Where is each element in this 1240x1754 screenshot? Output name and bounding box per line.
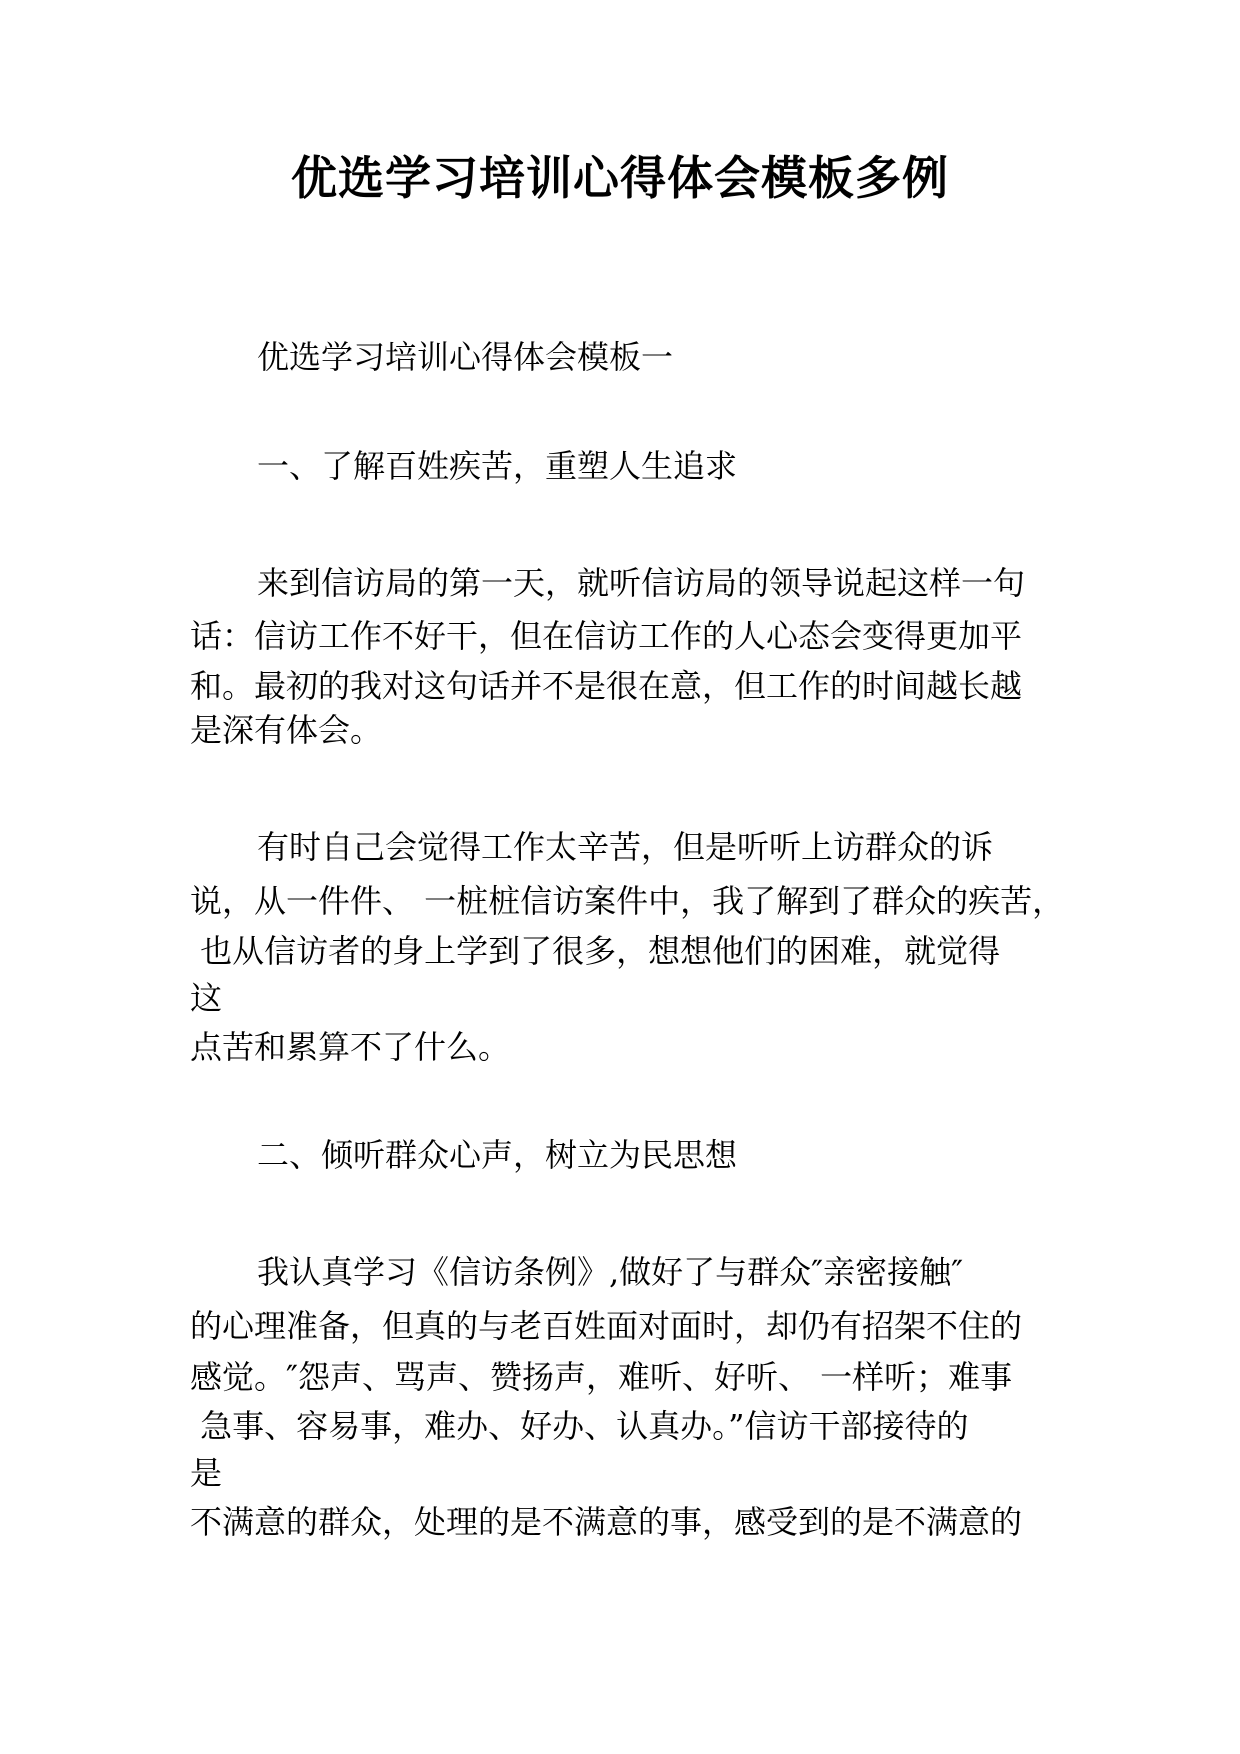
paragraph-1-line-4: 是深有体会。 [190,711,383,749]
subheading-one: 一、了解百姓疾苦，重塑人生追求 [257,447,738,485]
paragraph-3-line-1: 我认真学习《信访条例》,做好了与群众″亲密接触″ [257,1253,964,1291]
paragraph-3-line-3: 感觉。″怨声、骂声、赞扬声，难听、好听、 一样听；难事 [190,1358,1013,1396]
paragraph-2-line-4: 这 [190,979,223,1017]
paragraph-1-line-2: 话：信访工作不好干，但在信访工作的人心态会变得更加平 [190,617,1023,655]
paragraph-3-line-2: 的心理准备，但真的与老百姓面对面时，却仍有招架不住的 [190,1307,1023,1345]
subheading-two: 二、倾听群众心声，树立为民思想 [257,1136,738,1174]
paragraph-2-line-2: 说，从一件件、 一桩桩信访案件中，我了解到了群众的疾苦， [190,882,1065,920]
paragraph-3-line-5: 是 [190,1454,223,1492]
document-title: 优选学习培训心得体会模板多例 [291,151,949,205]
section-heading-template-one: 优选学习培训心得体会模板一 [257,338,674,376]
paragraph-1-line-3: 和。最初的我对这句话并不是很在意，但工作的时间越长越 [190,667,1023,705]
paragraph-2-line-1: 有时自己会觉得工作太辛苦，但是听听上访群众的诉 [257,828,994,866]
paragraph-2-line-3: 也从信访者的身上学到了很多，想想他们的困难，就觉得 [190,932,1001,970]
paragraph-3-line-4: 急事、容易事，难办、好办、认真办。”信访干部接待的 [190,1407,969,1445]
paragraph-1-line-1: 来到信访局的第一天，就听信访局的领导说起这样一句 [257,564,1026,602]
paragraph-2-line-5: 点苦和累算不了什么。 [190,1028,511,1066]
paragraph-3-line-6: 不满意的群众，处理的是不满意的事，感受到的是不满意的 [190,1503,1023,1541]
